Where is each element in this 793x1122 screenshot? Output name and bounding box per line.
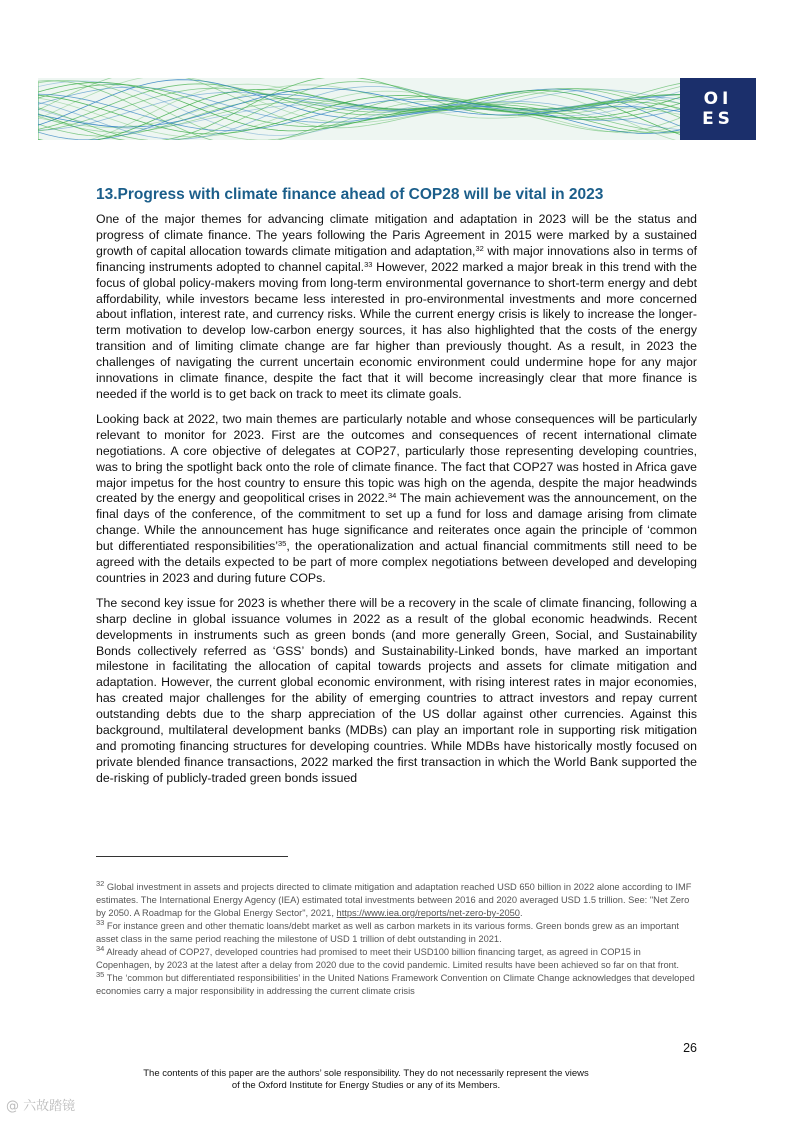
footnote-reference: 33	[364, 259, 373, 269]
paragraph	[96, 412, 697, 587]
footnote-number: 32	[96, 879, 105, 888]
paragraph-text: However, 2022 marked a major break in this trend with the focus of global policy-makers moving from long-term environmental governance to short-term energy and debt affordability, while investors became less interested in pro-environmental investments and more concerned about inflation, interest rate, and currency risks. While the current energy crisis is likely to increase the longer-term motivation to develop low-carbon energy sources, it has also highlighted that the costs of the energy transition and of limiting climate change are far higher than previously thought. As a result, in 2023 the challenges of navigating the current uncertain economic environment could undermine hope for any major innovations in climate finance, despite the fact that it will become increasingly clear that more finance is needed if the world is to get back on track to meet its climate goals.	[96, 259, 697, 401]
disclaimer-line-2: of the Oxford Institute for Energy Studies or any of its Members.	[231, 1080, 501, 1091]
footnote-text: For instance green and other thematic loans/debt market as well as carbon markets in its various forms. Green bonds grew as an important asset class in the same period reaching the milestone of USD 1 trillion of debt outstanding in 2021.	[96, 921, 679, 944]
logo-line-top: OI	[703, 89, 733, 109]
paragraph-text: One of the major themes for advancing climate mitigation and adaptation in 2023 will be the status and progress of climate finance. The years following the Paris Agreement in 2015 were marked by a sustained growth of capital allocation towards climate mitigation and adaptation,	[96, 212, 697, 258]
paragraph-text: , the operationalization and actual financial commitments still need to be agreed with the details expected to be part of more complex negotiations between developed and developing countries in 2023 and during future COPs.	[96, 539, 697, 585]
footnote-number: 33	[96, 918, 105, 927]
paragraph	[96, 596, 697, 787]
footnote-text: The ‘common but differentiated responsibilities’ in the United Nations Framework Convention on Climate Change acknowledges that developed economies carry a major responsibility in addressing the current climate crisis	[96, 973, 695, 996]
paragraph-text: The second key issue for 2023 is whether there will be a recovery in the scale of climate financing, following a sharp decline in global issuance volumes in 2022 as a result of the global economic headwinds. Recent developments in instruments such as green bonds (and more generally Green, Social, and Sustainability Bonds collectively referred as ‘GSS’ bonds) and Sustainability-Linked bonds, have marked an important milestone in facilitating the allocation of capital towards projects and assets for climate mitigation and adaptation. However, the current global economic environment, with rising interest rates in major economies, has created major challenges for the ability of emerging countries to attract investors and repay current outstanding debts due to the sharp appreciation of the US dollar against other currencies. Against this background, multilateral development banks (MDBs) can play an important role in supporting risk mitigation and promoting financing structures for developing countries. While MDBs have historically mostly focused on private blended finance transactions, 2022 marked the first transaction in which the World Bank supported the de-risking of publicly-traded green bonds issued	[96, 595, 697, 785]
footnote-text: Already ahead of COP27, developed countries had promised to meet their USD100 billion financing target, as agreed in COP15 in Copenhagen, by 2023 at the latest after a delay from 2020 due to the covid pandemic. Limited results have been achieved so far on that front.	[96, 947, 679, 970]
footnote	[96, 946, 697, 972]
footnote-separator	[96, 856, 288, 857]
footnote-reference: 34	[388, 491, 397, 501]
paragraph-text: with major innovations also in terms of financing instruments adopted to channel capital.	[96, 243, 697, 274]
footnote-text: Global investment in assets and projects directed to climate mitigation and adaptation reached USD 650 billion in 2022 alone according to IMF estimates. The International Energy Agency (IEA) estimated total investments between 2016 and 2020 averaged USD 1.5 trillion. See: "Net Zero by 2050. A Roadmap for the Global Energy Sector", 2021,	[96, 882, 692, 918]
paragraph-text: Looking back at 2022, two main themes are particularly notable and whose consequences will be particularly relevant to monitor for 2023. First are the outcomes and consequences of recent international climate negotiations. A core objective of delegates at COP27, particularly those representing developing countries, was to bring the spotlight back onto the role of climate finance. The fact that COP27 was hosted in Africa gave major impetus for the host country to ensure this topic was high on the agenda, despite the major headwinds created by the energy and geopolitical crises in 2022.	[96, 411, 697, 506]
oies-logo	[680, 78, 756, 140]
wave-pattern-graphic	[38, 78, 756, 140]
footnote-number: 35	[96, 970, 105, 979]
paragraph-text: The main achievement was the announcement, on the final days of the conference, of the commitment to set up a fund for loss and damage arising from climate change. While the announcement has huge significance and reiterates once again the principle of ‘common but differentiated responsibilities’	[96, 491, 697, 554]
footnote	[96, 972, 697, 998]
paragraph	[96, 212, 697, 403]
footnote-reference: 32	[475, 243, 484, 253]
footnote-punctuation: .	[519, 908, 523, 918]
disclaimer	[96, 1068, 636, 1092]
logo-line-bottom: ES	[702, 109, 734, 129]
footnote-link[interactable]: https://www.iea.org/reports/net-zero-by-2050	[336, 908, 520, 918]
footnote-reference: 35	[277, 539, 287, 549]
page-number: 26	[683, 1041, 697, 1055]
header-banner	[38, 78, 756, 140]
footnote	[96, 881, 697, 920]
footnote	[96, 920, 697, 946]
body-text	[96, 212, 697, 796]
footnote-number: 34	[96, 944, 105, 953]
footnotes	[96, 881, 697, 998]
section-title: 13.Progress with climate finance ahead of COP28 will be vital in 2023	[96, 186, 604, 203]
disclaimer-line-1: The contents of this paper are the authors’ sole responsibility. They do not necessarily represent the views	[143, 1068, 589, 1079]
watermark: @ 六故踏镜	[6, 1099, 76, 1114]
